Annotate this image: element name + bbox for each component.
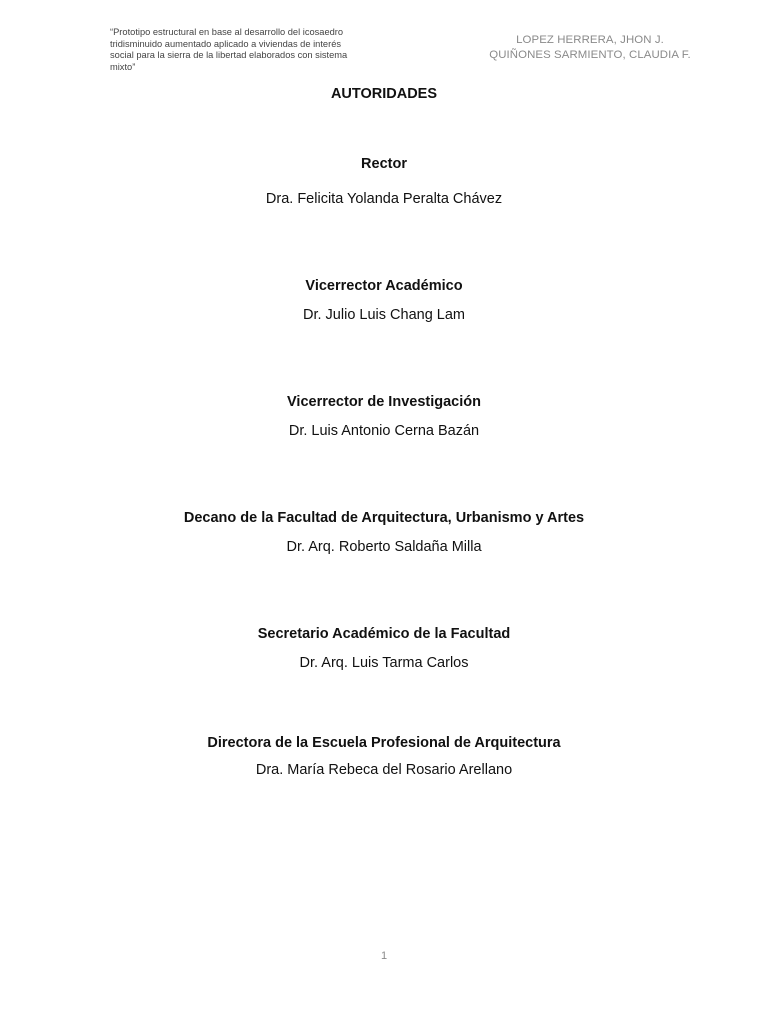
page-number: 1 [380,950,388,962]
authority-block-vicerrector-investigacion [0,393,768,440]
authority-block-decano [0,509,768,556]
author-name: LOPEZ HERRERA, JHON J. [516,34,664,46]
authority-block-directora [0,734,768,779]
authority-role: Directora de la Escuela Profesional de Arquitectura [207,735,561,751]
authority-name: Dr. Arq. Roberto Saldaña Milla [286,539,482,555]
authority-role: Decano de la Facultad de Arquitectura, Urbanismo y Artes [183,510,585,526]
authority-name: Dr. Julio Luis Chang Lam [303,307,465,323]
authority-name: Dr. Luis Antonio Cerna Bazán [288,423,480,439]
authority-block-rector [0,155,768,208]
thesis-title-line: tridisminuido aumentado aplicado a viviendas de interés [110,38,342,49]
authority-role: Rector [361,156,407,172]
header-authors [470,33,710,63]
authority-role: Vicerrector Académico [305,278,463,294]
page-title: AUTORIDADES [330,86,438,102]
authority-block-vicerrector-academico [0,277,768,324]
authority-name: Dr. Arq. Luis Tarma Carlos [299,655,469,671]
authority-role: Vicerrector de Investigación [287,394,481,410]
thesis-title-line: social para la sierra de la libertad elaborados con sistema [110,50,348,61]
authority-role: Secretario Académico de la Facultad [257,626,511,642]
author-name: QUIÑONES SARMIENTO, CLAUDIA F. [489,49,691,61]
authority-name: Dra. María Rebeca del Rosario Arellano [255,762,513,778]
thesis-title-line: mixto” [110,61,136,72]
header-thesis-title [110,27,372,73]
authority-name: Dra. Felicita Yolanda Peralta Chávez [265,191,503,207]
authority-block-secretario [0,625,768,672]
thesis-title-line: “Prototipo estructural en base al desarrollo del icosaedro [110,27,344,37]
